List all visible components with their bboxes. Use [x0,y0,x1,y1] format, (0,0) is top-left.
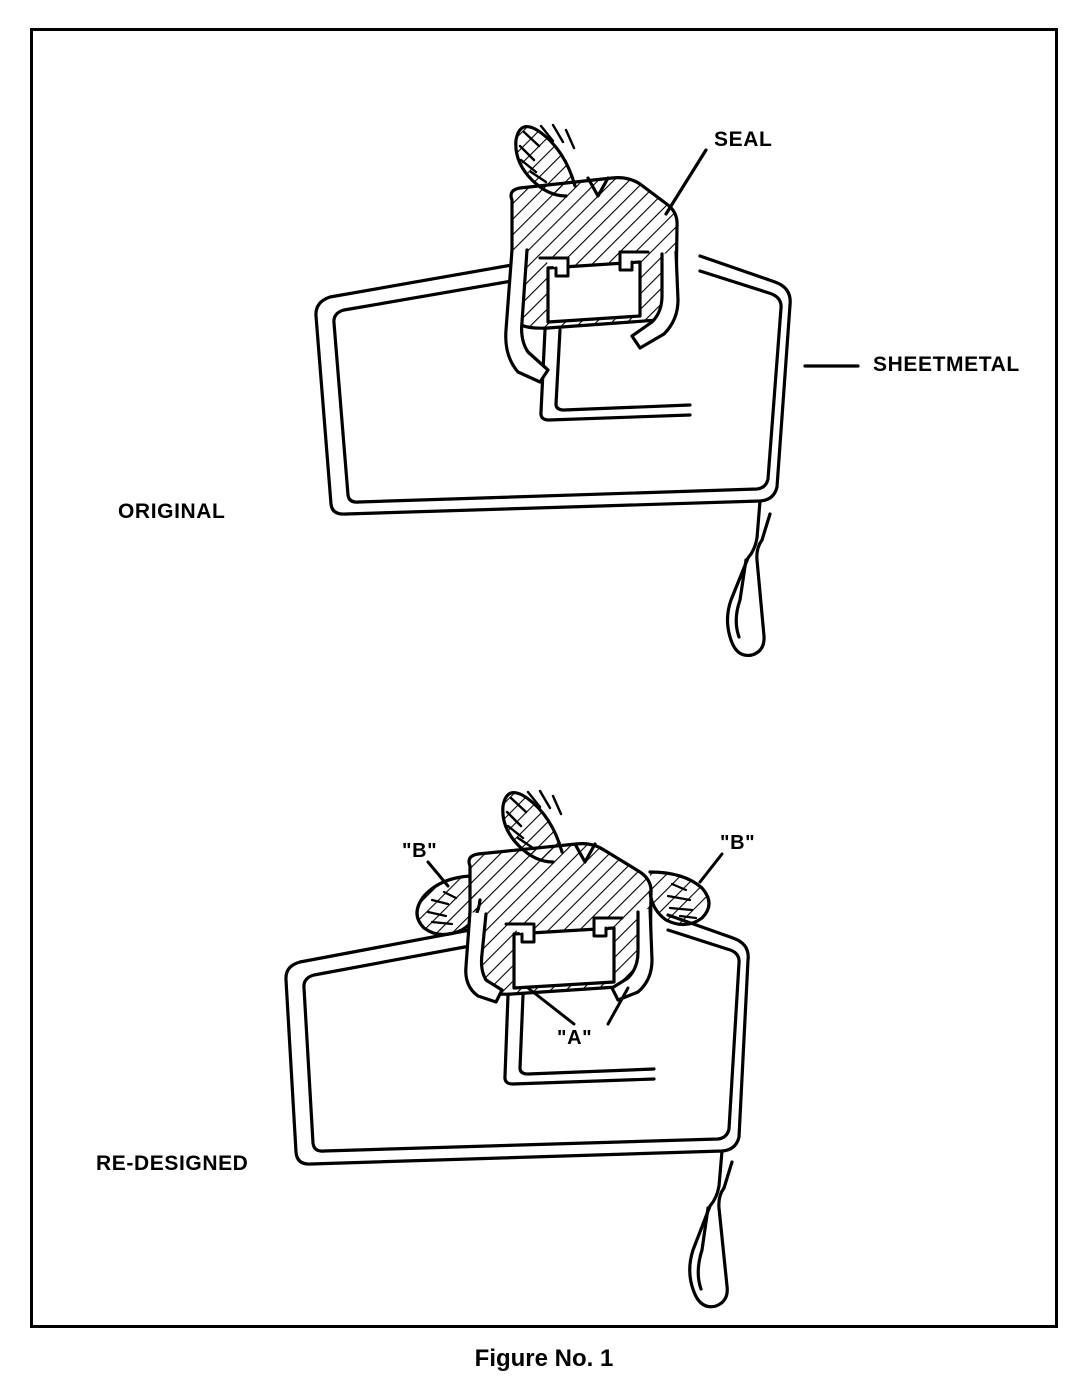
label-a: "A" [557,1027,593,1049]
original-inner-tongue-2 [556,330,690,410]
b-left-leader-line [428,862,448,886]
label-seal: SEAL [714,128,773,151]
label-sheetmetal: SHEETMETAL [873,353,1020,376]
label-b-left: "B" [402,840,438,862]
label-b-right: "B" [720,832,756,854]
label-redesigned: RE-DESIGNED [96,1152,249,1175]
original-sheetmetal-tail [728,501,771,655]
b-right-leader-line [700,854,722,882]
figure-caption: Figure No. 1 [474,1345,614,1372]
redesigned-sheetmetal-tail [690,1151,732,1307]
a-leader-line-left [528,988,574,1024]
original-assembly-drawing [316,125,858,655]
redesigned-assembly-drawing [286,791,748,1307]
label-original: ORIGINAL [118,500,226,523]
original-seal-fin [516,127,575,196]
seal-leader-line [666,150,706,214]
